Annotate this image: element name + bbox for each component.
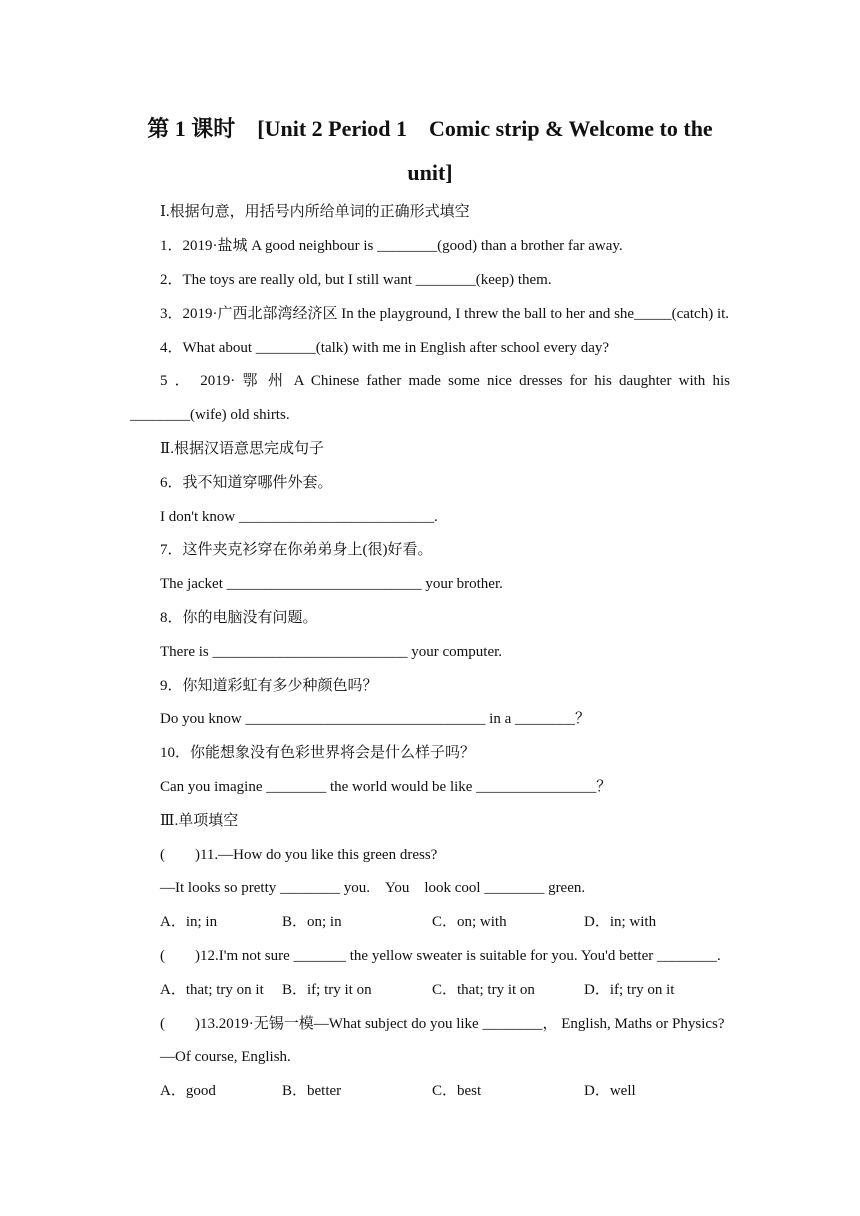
section-heading-1: Ⅰ.根据句意，用括号内所给单词的正确形式填空 [160, 204, 470, 220]
question-6-en: I don't know __________________________. [160, 509, 438, 525]
question-12-option-a: A．that; try on it [160, 982, 264, 998]
question-6-cn: 6．我不知道穿哪件外套。 [160, 475, 333, 491]
question-11-option-a: A．in; in [160, 914, 218, 930]
question-12-stem: ( )12.I'm not sure _______ the yellow sweater is suitable for you. You'd better ________. [160, 948, 721, 964]
section-heading-3: Ⅲ.单项填空 [160, 813, 239, 829]
question-8-cn: 8．你的电脑没有问题。 [160, 610, 318, 626]
question-12-option-c: C．that; try it on [432, 982, 535, 998]
question-9-cn: 9．你知道彩虹有多少种颜色吗？ [160, 678, 378, 694]
question-13-reply: —Of course, English. [160, 1049, 291, 1065]
question-2: 2．The toys are really old, but I still want ________(keep) them. [160, 272, 552, 288]
question-13-stem: ( )13.2019·无锡一模—What subject do you like ________， English, Maths or Physics? [160, 1016, 725, 1032]
question-8-en: There is __________________________ your computer. [160, 644, 503, 660]
question-12-option-d: D．if; try on it [584, 982, 675, 998]
question-1: 1．2019·盐城 A good neighbour is ________(good) than a brother far away. [160, 238, 623, 254]
question-3: 3．2019·广西北部湾经济区 In the playground, I threw the ball to her and she_____(catch) it. [160, 306, 730, 322]
question-13-option-c: C．best [432, 1083, 482, 1099]
question-5-cont: ________(wife) old shirts. [130, 407, 290, 423]
question-12-option-b: B．if; try it on [282, 982, 372, 998]
section-heading-2: Ⅱ.根据汉语意思完成句子 [160, 441, 324, 457]
question-9-en: Do you know ________________________________ in a ________？ [160, 711, 590, 727]
page-title-line2: unit] [407, 160, 453, 185]
question-4: 4．What about ________(talk) with me in English after school every day? [160, 340, 610, 356]
page-title-line1: 第 1 课时 [Unit 2 Period 1 Comic strip & Welcome to the [147, 116, 713, 141]
question-13-option-d: D．well [584, 1083, 636, 1099]
question-5: 5 ． 2019· 鄂 州 A Chinese father made some nice dresses for his daughter with his [160, 373, 730, 389]
question-11-reply: —It looks so pretty ________ you. You look cool ________ green. [160, 880, 586, 896]
question-10-en: Can you imagine ________ the world would be like ________________？ [160, 779, 612, 795]
question-11-stem: ( )11.—How do you like this green dress? [160, 847, 438, 863]
question-11-option-b: B．on; in [282, 914, 342, 930]
question-13-option-a: A．good [160, 1083, 216, 1099]
question-7-en: The jacket __________________________ your brother. [160, 576, 503, 592]
question-7-cn: 7．这件夹克衫穿在你弟弟身上(很)好看。 [160, 542, 433, 558]
question-11-option-c: C．on; with [432, 914, 507, 930]
question-13-option-b: B．better [282, 1083, 342, 1099]
question-10-cn: 10．你能想象没有色彩世界将会是什么样子吗？ [160, 745, 476, 761]
question-11-option-d: D．in; with [584, 914, 657, 930]
